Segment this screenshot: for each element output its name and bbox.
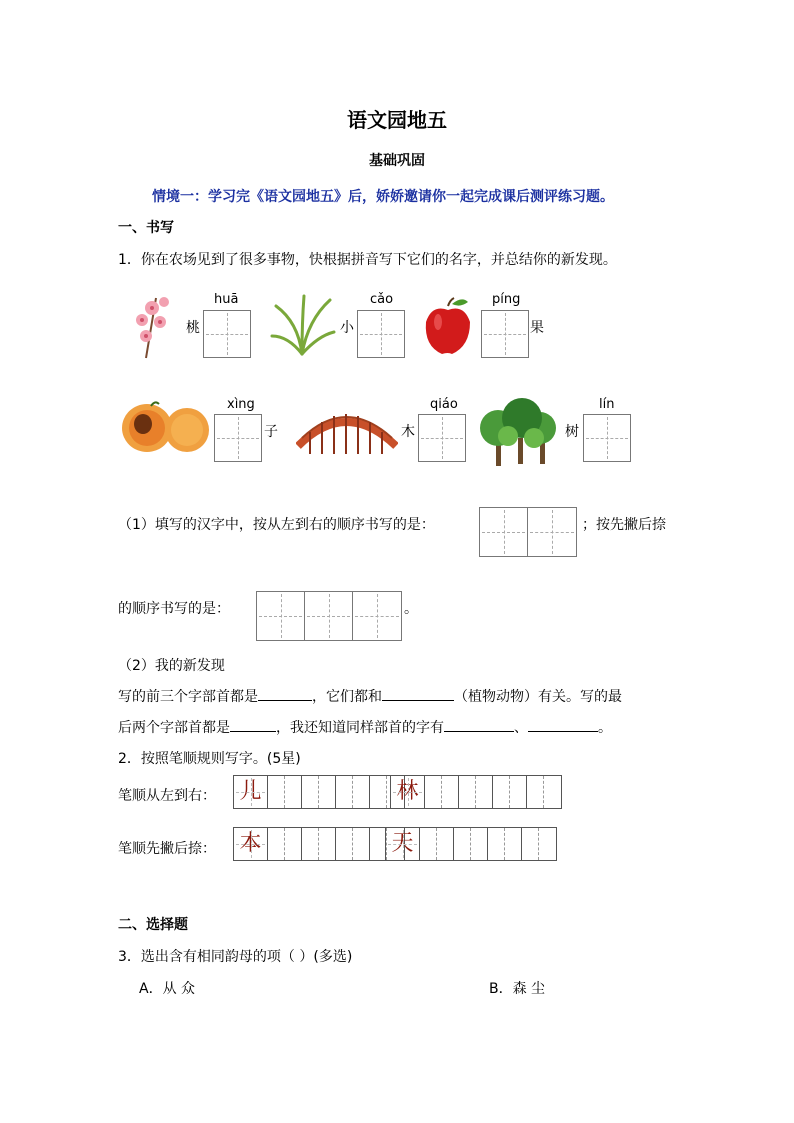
writing-box-ping[interactable] [481, 310, 529, 358]
pinyin-qiao: qiáo [430, 397, 458, 412]
writing-box-xing[interactable] [214, 414, 262, 462]
pinyin-xing: xìng [227, 397, 255, 412]
row1-post-3: 果 [530, 320, 544, 336]
blank-example-2[interactable] [528, 717, 598, 732]
bridge-icon [296, 404, 398, 456]
stroke-cell[interactable] [459, 776, 476, 808]
apricot-icon [121, 400, 211, 456]
grass-icon [268, 292, 336, 358]
page-title: 语文园地五 [347, 108, 447, 132]
stroke-cell[interactable] [353, 828, 370, 860]
row2-pre-2: 木 [401, 424, 415, 440]
discovery-line-1 [118, 686, 622, 706]
sub-question-1-c: 的顺序书写的是： [118, 601, 230, 617]
stroke-row-label-1: 笔顺从左到右： [118, 788, 216, 804]
model-char-lin: 林 [391, 776, 425, 808]
pinyin-ping: píng [492, 292, 521, 307]
row2-pre-3: 树 [565, 424, 579, 440]
answer-cell[interactable] [257, 592, 305, 640]
sub-question-1-d: 。 [404, 601, 418, 617]
stroke-cell[interactable] [510, 776, 527, 808]
stroke-cell[interactable] [488, 828, 505, 860]
answer-cell[interactable] [305, 592, 353, 640]
scenario-text: 情境一：学习完《语文园地五》后，娇娇邀请你一起完成课后测评练习题。 [152, 189, 614, 205]
stroke-cell[interactable] [370, 776, 387, 808]
discovery-line-2 [118, 717, 612, 737]
writing-box-qiao[interactable] [418, 414, 466, 462]
row2-post-1: 子 [264, 424, 278, 440]
stroke-row-label-2: 笔顺先撇后捺： [118, 841, 216, 857]
pinyin-hua: huā [214, 292, 239, 307]
stroke-grid-ben[interactable] [233, 827, 405, 861]
row1-pre-2: 小 [340, 320, 354, 336]
question-3: 3．选出含有相同韵母的项（ ）(多选) [118, 949, 353, 965]
line1-b: ，它们都和 [312, 689, 382, 705]
model-char-er: 儿 [234, 776, 268, 808]
blank-example-1[interactable] [444, 717, 514, 732]
stroke-cell[interactable] [302, 776, 319, 808]
stroke-grid-tian[interactable] [385, 827, 557, 861]
stroke-cell[interactable] [454, 828, 471, 860]
writing-box-hua[interactable] [203, 310, 251, 358]
stroke-grid-lin[interactable] [390, 775, 562, 809]
sub-question-1-a: （1）填写的汉字中，按从左到右的顺序书写的是： [118, 517, 435, 533]
model-char-ben: 本 [234, 828, 268, 860]
apple-icon [422, 296, 474, 356]
stroke-cell[interactable] [493, 776, 510, 808]
option-b[interactable]: B．森 尘 [489, 981, 546, 997]
sub-question-1-b: ；按先撇后捺 [582, 517, 666, 533]
answer-grid-left-to-right[interactable] [479, 507, 577, 557]
line2-d: 。 [598, 720, 612, 736]
stroke-cell[interactable] [353, 776, 370, 808]
line2-c: 、 [514, 720, 528, 736]
stroke-cell[interactable] [285, 828, 302, 860]
section1-heading: 一、书写 [118, 220, 174, 236]
question-2: 2．按照笔顺规则写字。(5星) [118, 751, 301, 767]
stroke-cell[interactable] [522, 828, 539, 860]
stroke-cell[interactable] [539, 828, 556, 860]
stroke-cell[interactable] [268, 828, 285, 860]
line2-b: ，我还知道同样部首的字有 [276, 720, 444, 736]
stroke-cell[interactable] [319, 828, 336, 860]
pinyin-lin: lín [599, 397, 615, 412]
sub-question-2: （2）我的新发现 [118, 658, 225, 674]
stroke-cell[interactable] [336, 828, 353, 860]
stroke-cell[interactable] [471, 828, 488, 860]
stroke-cell[interactable] [319, 776, 336, 808]
stroke-grid-er[interactable] [233, 775, 405, 809]
stroke-cell[interactable] [268, 776, 285, 808]
stroke-cell[interactable] [302, 828, 319, 860]
line1-a: 写的前三个字部首都是 [118, 689, 258, 705]
trees-icon [478, 392, 562, 470]
stroke-cell[interactable] [544, 776, 561, 808]
stroke-cell[interactable] [476, 776, 493, 808]
stroke-cell[interactable] [425, 776, 442, 808]
model-char-tian: 天 [386, 828, 420, 860]
section2-heading: 二、选择题 [118, 917, 188, 933]
stroke-cell[interactable] [437, 828, 454, 860]
peach-blossom-icon [126, 288, 176, 364]
stroke-cell[interactable] [505, 828, 522, 860]
stroke-cell[interactable] [285, 776, 302, 808]
stroke-cell[interactable] [336, 776, 353, 808]
stroke-cell[interactable] [420, 828, 437, 860]
pinyin-cao: cǎo [370, 292, 394, 307]
page-subtitle: 基础巩固 [369, 153, 425, 169]
blank-radical-1[interactable] [258, 686, 312, 701]
blank-radical-2[interactable] [230, 717, 276, 732]
option-a[interactable]: A．从 众 [139, 981, 196, 997]
stroke-cell[interactable] [442, 776, 459, 808]
answer-cell[interactable] [480, 508, 528, 556]
line1-c: （植物动物）有关。写的最 [454, 689, 622, 705]
line2-a: 后两个字部首都是 [118, 720, 230, 736]
writing-box-cao[interactable] [357, 310, 405, 358]
stroke-cell[interactable] [527, 776, 544, 808]
blank-category[interactable] [382, 686, 454, 701]
question-1: 1．你在农场见到了很多事物，快根据拼音写下它们的名字，并总结你的新发现。 [118, 252, 617, 268]
row1-pre-1: 桃 [186, 320, 200, 336]
writing-box-lin[interactable] [583, 414, 631, 462]
answer-grid-pie-na[interactable] [256, 591, 402, 641]
answer-cell[interactable] [353, 592, 401, 640]
answer-cell[interactable] [528, 508, 576, 556]
